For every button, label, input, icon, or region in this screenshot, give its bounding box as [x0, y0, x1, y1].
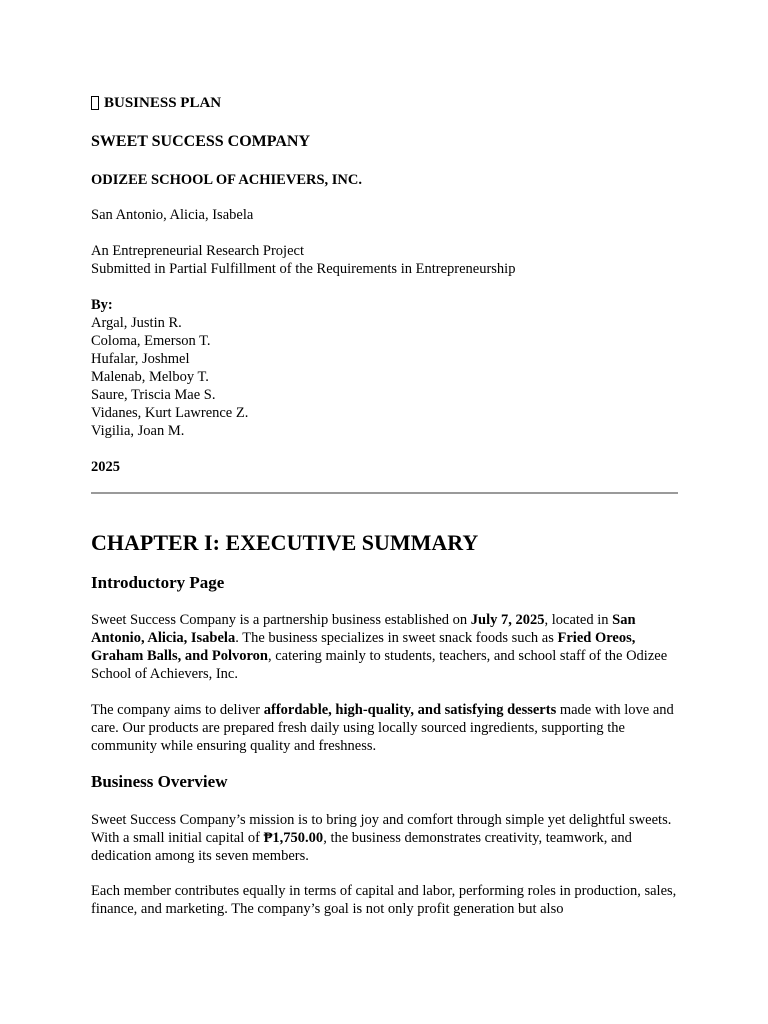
text-run: , located in	[544, 612, 613, 628]
authors-block	[91, 296, 248, 440]
project-description	[91, 242, 515, 278]
plan-title	[91, 94, 221, 112]
author-name: Saure, Triscia Mae S.	[91, 387, 216, 403]
paragraph-overview-2	[91, 882, 681, 918]
bold-capital: ₱1,750.00	[263, 830, 324, 846]
text-run: , the business demonstrates creativity, teamwork, and dedication among its seven members.	[91, 830, 632, 864]
text-run: . The business specializes in sweet snack foods such as	[235, 630, 558, 646]
plan-title-text: BUSINESS PLAN	[104, 95, 222, 111]
paragraph-overview-1	[91, 811, 681, 865]
by-label: By:	[91, 297, 113, 313]
text-run: Each member contributes equally in terms of capital and labor, performing roles in production, sales, finance, and marketing. The company’s goal is not only profit generation but also	[91, 883, 677, 917]
bold-date: July 7, 2025	[470, 612, 545, 628]
bold-products: Fried Oreos, Graham Balls, and Polvoron	[91, 630, 636, 664]
bold-aim: affordable, high-quality, and satisfying desserts	[263, 702, 557, 718]
chapter-title: CHAPTER I: EXECUTIVE SUMMARY	[91, 530, 479, 555]
paragraph-intro-1	[91, 611, 681, 683]
text-run: Sweet Success Company is a partnership business established on	[91, 612, 471, 628]
address: San Antonio, Alicia, Isabela	[91, 207, 254, 223]
school-name: ODIZEE SCHOOL OF ACHIEVERS, INC.	[91, 172, 362, 188]
author-name: Vidanes, Kurt Lawrence Z.	[91, 405, 249, 421]
horizontal-divider	[91, 492, 678, 494]
text-run: , catering mainly to students, teachers, and school staff of the Odizee School of Achievers, Inc.	[91, 648, 668, 682]
author-name: Coloma, Emerson T.	[91, 333, 211, 349]
text-run: Sweet Success Company’s mission is to bring joy and comfort through simple yet delightful sweets. With a small initial capital of	[91, 812, 672, 846]
project-line: Submitted in Partial Fulfillment of the Requirements in Entrepreneurship	[91, 261, 516, 277]
year: 2025	[91, 459, 120, 475]
author-name: Argal, Justin R.	[91, 315, 182, 331]
bold-location: San Antonio, Alicia, Isabela	[91, 612, 636, 646]
section-heading-overview: Business Overview	[91, 772, 228, 791]
author-name: Vigilia, Joan M.	[91, 423, 185, 439]
text-run: made with love and care. Our products are prepared fresh daily using locally sourced ingredients, supporting the community while ensuring quality and freshness.	[91, 702, 674, 754]
project-line: An Entrepreneurial Research Project	[91, 243, 304, 259]
paragraph-intro-2	[91, 701, 681, 755]
author-name: Malenab, Melboy T.	[91, 369, 209, 385]
text-run: The company aims to deliver	[91, 702, 264, 718]
missing-glyph-icon	[91, 96, 99, 110]
author-name: Hufalar, Joshmel	[91, 351, 190, 367]
section-heading-intro: Introductory Page	[91, 573, 225, 592]
company-name: SWEET SUCCESS COMPANY	[91, 133, 311, 150]
